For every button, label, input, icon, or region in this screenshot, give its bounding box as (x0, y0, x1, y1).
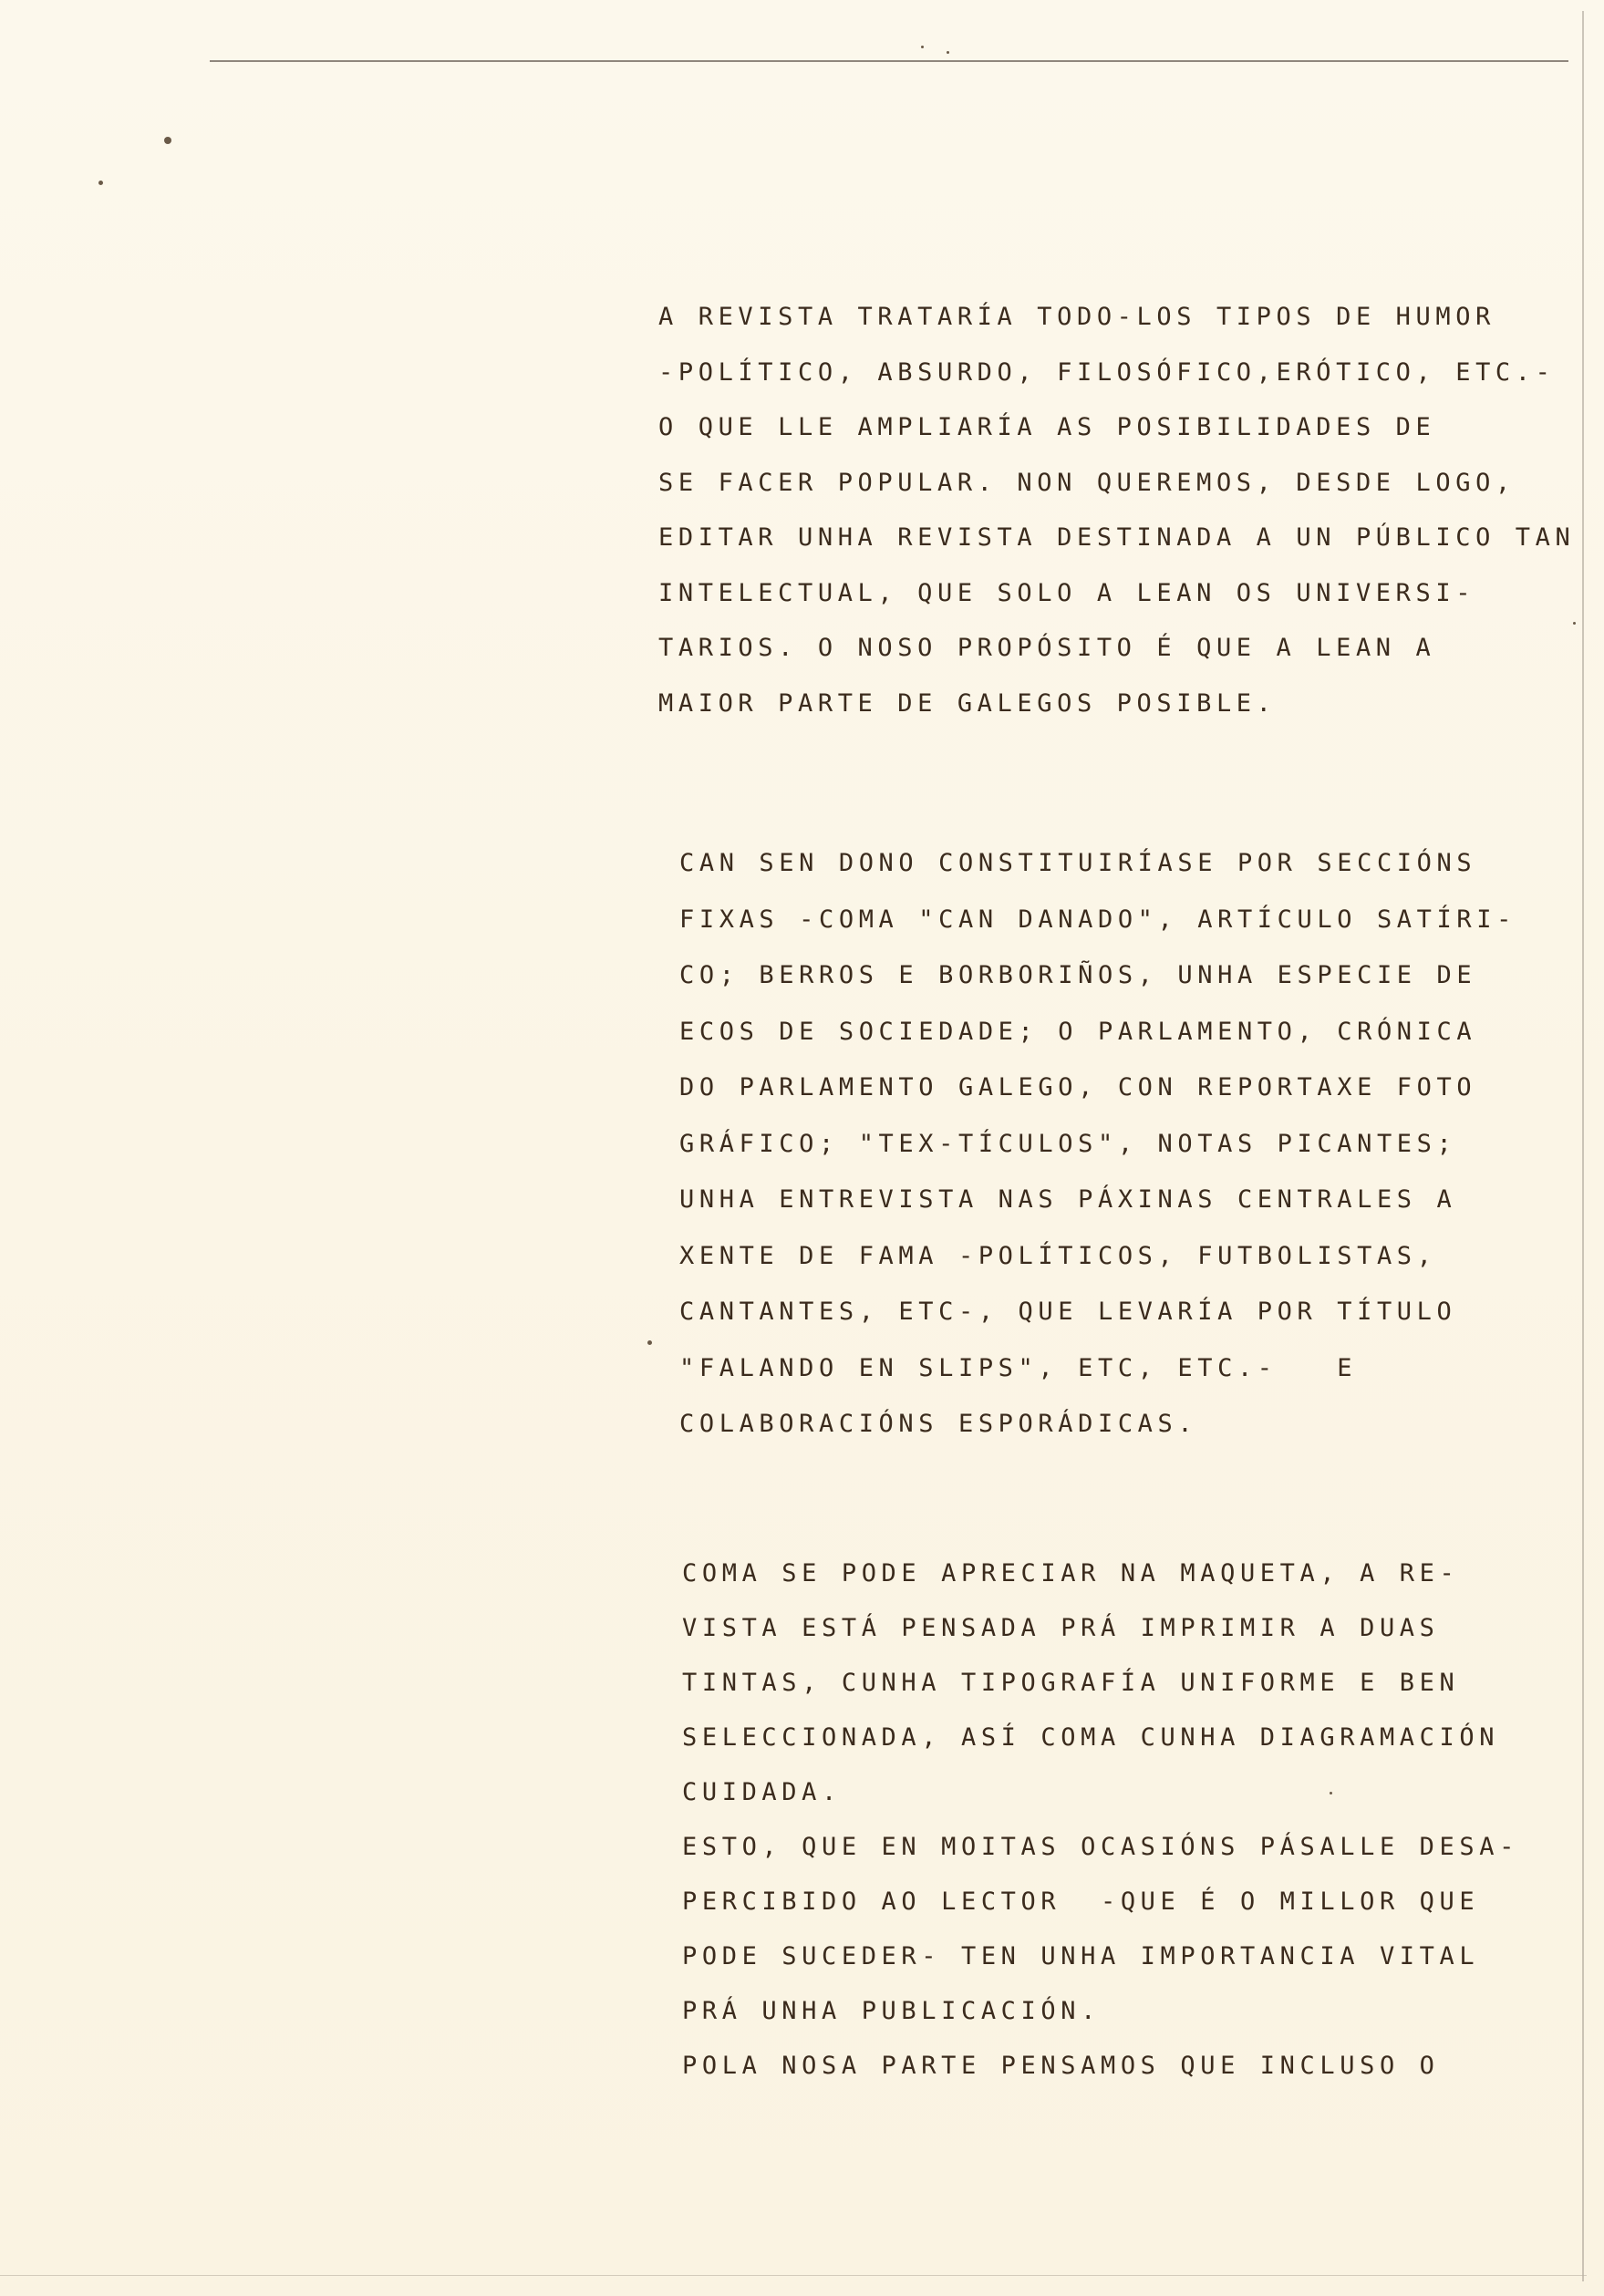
paragraph-line: SE FACER POPULAR. NON QUEREMOS, DESDE LOGO, (658, 468, 1516, 497)
paragraph-line: O QUE LLE AMPLIARÍA AS POSIBILIDADES DE (658, 413, 1436, 441)
paragraph-line: SELECCIONADA, ASÍ COMA CUNHA DIAGRAMACIÓN (682, 1723, 1500, 1752)
paragraph-line: PRÁ UNHA PUBLICACIÓN. (682, 1997, 1101, 2025)
paragraph-line: TINTAS, CUNHA TIPOGRAFÍA UNIFORME E BEN (682, 1669, 1460, 1697)
paragraph-line: EDITAR UNHA REVISTA DESTINADA A UN PÚBLICO TAN (658, 523, 1576, 552)
paragraph-line: CANTANTES, ETC-, QUE LEVARÍA POR TÍTULO (679, 1298, 1457, 1326)
paragraph-1 (658, 290, 1575, 731)
paragraph-line: A REVISTA TRATARÍA TODO-LOS TIPOS DE HUMOR (658, 303, 1495, 331)
ink-speck (921, 46, 924, 48)
page-bottom-edge (0, 2275, 1587, 2276)
paragraph-line: COMA SE PODE APRECIAR NA MAQUETA, A RE- (682, 1559, 1460, 1588)
paragraph-line: "FALANDO EN SLIPS", ETC, ETC.- E (679, 1353, 1358, 1382)
paragraph-line: ESTO, QUE EN MOITAS OCASIÓNS PÁSALLE DESA- (682, 1833, 1519, 1861)
paragraph-line: UNHA ENTREVISTA NAS PÁXINAS CENTRALES A (679, 1185, 1457, 1214)
paragraph-line: -POLÍTICO, ABSURDO, FILOSÓFICO,ERÓTICO, ETC.- (658, 357, 1556, 387)
paragraph-line: MAIOR PARTE DE GALEGOS POSIBLE. (658, 688, 1277, 718)
paragraph-line: CUIDADA. (682, 1778, 842, 1806)
paragraph-line: TARIOS. O NOSO PROPÓSITO É QUE A LEAN A (658, 634, 1436, 662)
paragraph-line: GRÁFICO; "TEX-TÍCULOS", NOTAS PICANTES; (679, 1129, 1457, 1158)
paragraph-line: CAN SEN DONO CONSTITUIRÍASE POR SECCIÓNS (679, 849, 1477, 877)
ink-speck (647, 1340, 652, 1345)
paragraph-line: INTELECTUAL, QUE SOLO A LEAN OS UNIVERSI- (658, 578, 1476, 607)
ink-speck (164, 137, 171, 144)
ink-speck (947, 51, 949, 54)
paragraph-line: ECOS DE SOCIEDADE; O PARLAMENTO, CRÓNICA (679, 1017, 1477, 1046)
paragraph-line: COLABORACIÓNS ESPORÁDICAS. (679, 1410, 1198, 1438)
ink-speck (98, 181, 103, 185)
page-top-edge (210, 60, 1568, 62)
paragraph-2 (679, 835, 1516, 1453)
paragraph-line: VISTA ESTÁ PENSADA PRÁ IMPRIMIR A DUAS (682, 1614, 1440, 1642)
paragraph-line: DO PARLAMENTO GALEGO, CON REPORTAXE FOTO (679, 1073, 1477, 1101)
paragraph-line: PERCIBIDO AO LECTOR -QUE É O MILLOR QUE (682, 1887, 1480, 1916)
page-right-edge (1582, 11, 1584, 2281)
paragraph-line: CO; BERROS E BORBORIÑOS, UNHA ESPECIE DE (679, 961, 1477, 989)
paragraph-line: PODE SUCEDER- TEN UNHA IMPORTANCIA VITAL (682, 1942, 1480, 1970)
paragraph-3 (682, 1546, 1519, 2094)
paragraph-line: FIXAS -COMA "CAN DANADO", ARTÍCULO SATÍRI- (679, 905, 1516, 934)
paragraph-line: POLA NOSA PARTE PENSAMOS QUE INCLUSO O (682, 2052, 1440, 2080)
paragraph-line: XENTE DE FAMA -POLÍTICOS, FUTBOLISTAS, (679, 1241, 1437, 1270)
